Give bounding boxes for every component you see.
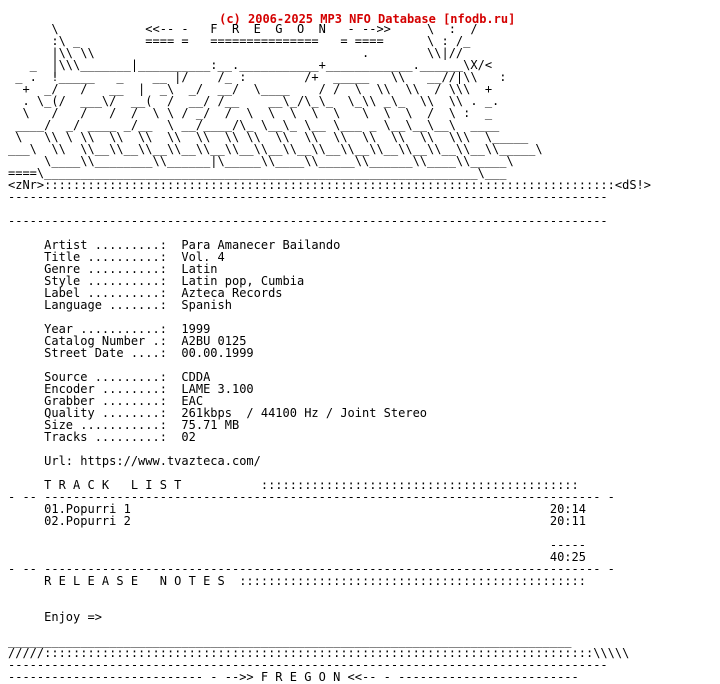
nfo-line: Quality ........: 261kbps / 44100 Hz / Joint Stereo [8, 406, 428, 420]
nfo-line: _ . !_____ _ __ |/ /_ : /+ _____ \\ __//|\\ : [8, 70, 507, 84]
nfo-line[interactable]: Url: https://www.tvazteca.com/ [8, 454, 261, 468]
nfo-line: ----------------------------------------------------------------------------------- [8, 658, 608, 672]
nfo-line: ----- [8, 538, 586, 552]
nfo-line: Grabber ........: EAC [8, 394, 204, 408]
nfo-line: Title ..........: Vol. 4 [8, 250, 225, 264]
nfo-line: _ |\\\_______|__________:__.___________+____________.______\X/< [8, 58, 493, 72]
nfo-line: Tracks .........: 02 [8, 430, 196, 444]
nfo-line: - -- ----------------------------------------------------------------------------- - [8, 562, 615, 576]
nfo-line: Artist .........: Para Amanecer Bailando [8, 238, 341, 252]
nfo-line: Catalog Number .: A2BU 0125 [8, 334, 247, 348]
nfo-line: ____/ _/ ____ _/__ \ __/____/\_ \__\_ \__ \___ _ \__\__\__\ ____ [8, 118, 500, 132]
nfo-line [8, 599, 651, 611]
nfo-line: \ \\ \ \\ \\ \\ \\ \\ \\ \\ \\ \\ \\ \\ \\ \\ \\\ \_____ [8, 130, 529, 144]
nfo-line: Street Date ....: 00.00.1999 [8, 346, 254, 360]
nfo-line: Language .......: Spanish [8, 298, 232, 312]
nfo-line: Enjoy => [8, 610, 102, 624]
nfo-line: ====\____________________________________________________________\___ [8, 166, 507, 180]
nfo-line: :\ _ ==== = =============== = ==== \ : /_ [8, 34, 471, 48]
nfo-line: Source .........: CDDA [8, 370, 211, 384]
nfo-line: /////::::::::::::::::::::::::::::::::::::::::::::::::::::::::::::::::::::::::::::\\\\\ [8, 646, 630, 660]
nfo-line: Year ...........: 1999 [8, 322, 211, 336]
nfo-line: 01.Popurri 1 20:14 [8, 502, 586, 516]
nfo-line: Style ..........: Latin pop, Cumbia [8, 274, 305, 288]
nfo-line: T R A C K L I S T :::::::::::::::::::::::::::::::::::::::::::: [8, 478, 579, 492]
nfo-line: --------------------------- - -->> F R E G O N <<-- - ------------------------- [8, 670, 579, 684]
nfo-line: - -- ----------------------------------------------------------------------------- - [8, 490, 615, 504]
nfo-line: Label ..........: Azteca Records [8, 286, 283, 300]
nfo-line: <zNr>:::::::::::::::::::::::::::::::::::::::::::::::::::::::::::::::::::::::::::::::<dS!> [8, 178, 651, 192]
nfo-line: . \_(/ ___\/ __( / __/ /__ __\_/\_\_ \_\\ _\_ \\ \\ . _. [8, 94, 500, 108]
nfo-line: \ <<-- - F R E G O N - -->> \ : / [8, 22, 478, 36]
nfo-line: ______________________________________________________________________________ [8, 634, 572, 648]
nfo-line: \____\\________\\______|\_____\\____\\_____\\______\\____\\_____\ [8, 154, 514, 168]
nfodb-link[interactable]: (c) 2006-2025 MP3 NFO Database [nfodb.ru] [219, 12, 516, 26]
nfo-line: \ / / / / \ \ / _/ / \ \ \ \ \ \ \ \ / \ : _ [8, 106, 493, 120]
nfo-line: Encoder ........: LAME 3.100 [8, 382, 254, 396]
nfo-line: ----------------------------------------------------------------------------------- [8, 190, 608, 204]
nfo-line: |\\ \\ . \\|// [8, 46, 464, 60]
nfo-line [8, 587, 651, 599]
nfo-line: Genre ..........: Latin [8, 262, 218, 276]
nfo-line: Size ...........: 75.71 MB [8, 418, 240, 432]
nfo-line: ----------------------------------------------------------------------------------- [8, 214, 608, 228]
nfo-line: ___\ \\ \\__\\__\\__\\__\\__\\__\\__\\__\\__\\__\\__\\__\\__\\__\\_____\ [8, 142, 543, 156]
nfo-text-block [8, 11, 651, 683]
nfo-line: + _/ / __ | _\ _/ __/ \____ / / \ \\ \\ / \\\ + [8, 82, 493, 96]
nfo-line: 02.Popurri 2 20:11 [8, 514, 586, 528]
nfo-line: 40:25 [8, 550, 586, 564]
nfo-line: R E L E A S E N O T E S :::::::::::::::::::::::::::::::::::::::::::::::: [8, 574, 586, 588]
